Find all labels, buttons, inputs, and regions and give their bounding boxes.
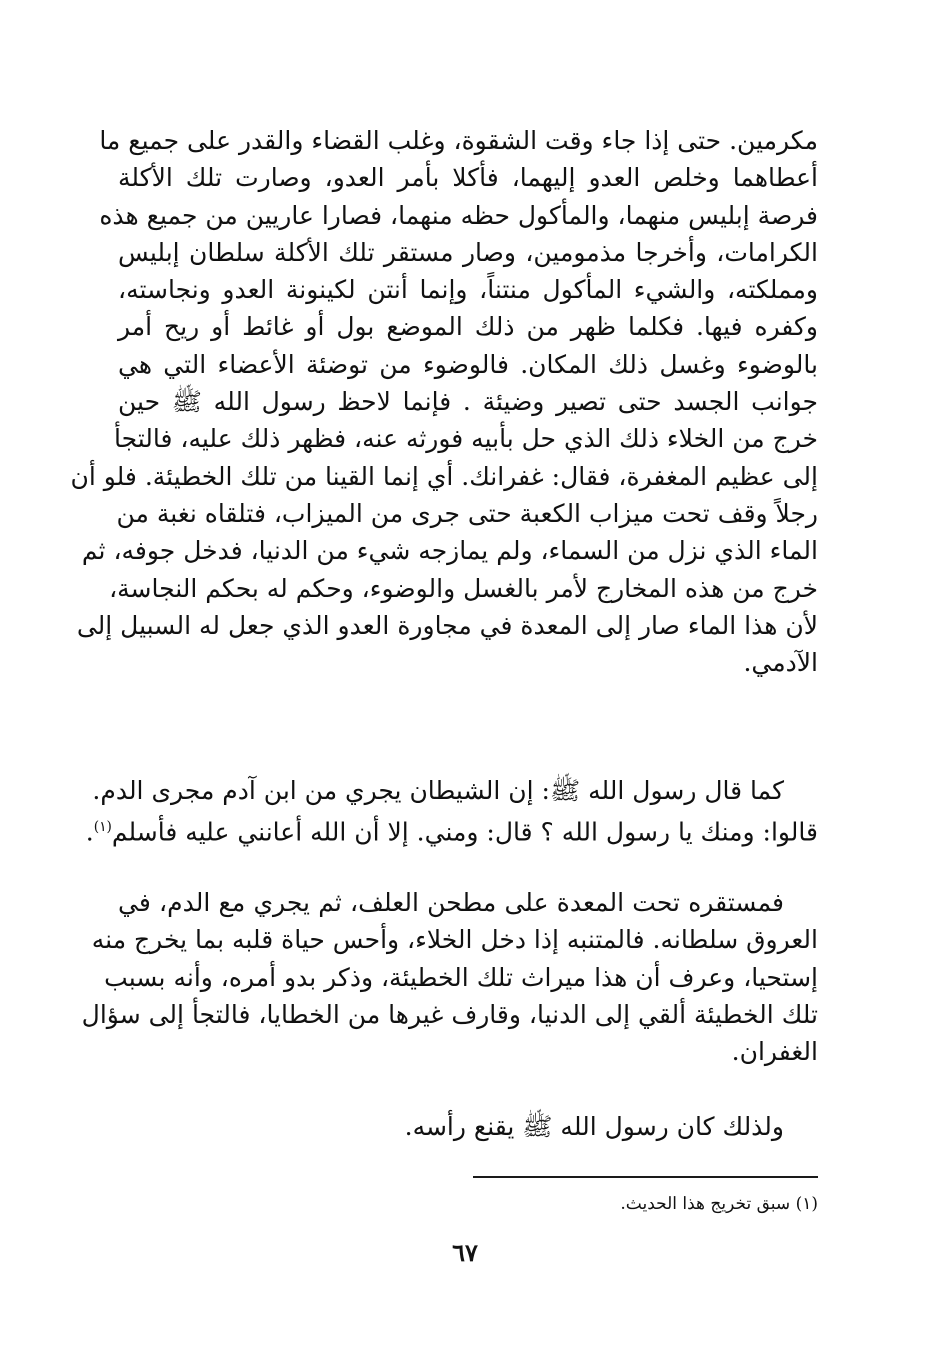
text-line: أعطاهما وخلص العدو إليهما، فأكلا بأمر العدو، وصارت تلك الأكلة <box>118 163 818 193</box>
text-line: العروق سلطانه. فالمتنبه إذا دخل الخلاء، وأحس حياة قلبه بما يخرج منه <box>91 925 818 955</box>
text-line: خرج من الخلاء ذلك الذي حل بأبيه فورثه عنه، فظهر ذلك عليه، فالتجأ <box>113 424 818 454</box>
sentence-end: . <box>85 817 94 847</box>
text-line: الماء الذي نزل من السماء، ولم يمازجه شيء من الدنيا، فدخل جوفه، ثم <box>81 536 818 566</box>
text-line: إستحيا، وعرف أن هذا ميراث تلك الخطيئة، وذكر بدو أمره، وأنه بسبب <box>104 962 818 992</box>
text-line: جوانب الجسد حتى تصير وضيئة . فإنما لاحظ رسول الله ﷺ حين <box>118 387 818 417</box>
paragraph-3 <box>81 884 818 1070</box>
text-line: الآدمي. <box>743 648 818 678</box>
text-line: فرصة إبليس منهما، والمأكول حظه منهما، فصارا عاريين من جميع هذه <box>99 200 818 230</box>
text-line: وكفره فيها. فكلما ظهر من ذلك الموضع بول أو غائط أو ريح أمر <box>118 312 818 342</box>
text-line: الغفران. <box>731 1037 818 1067</box>
footnote: (١) سبق تخريج هذا الحديث. <box>620 1194 818 1214</box>
text-line: ولذلك كان رسول الله ﷺ يقنع رأسه. <box>404 1112 784 1141</box>
text-line: ومملكته، والشيء المأكول منتناً، وإنما أنتن لكينونة العدو ونجاسته، <box>118 275 818 305</box>
text-line: رجلاً وقف تحت ميزاب الكعبة حتى جرى من الميزاب، فتلقاه نغبة من <box>116 498 818 528</box>
paragraph-2 <box>85 772 818 851</box>
page-number: ٦٧ <box>452 1238 478 1267</box>
text-line: إلى عظيم المغفرة، فقال: غفرانك. أي إنما القينا من تلك الخطيئة. فلو أن <box>70 461 818 491</box>
footnote-divider <box>473 1176 818 1178</box>
text-line-content: قالوا: ومنك يا رسول الله ؟ قال: ومني. إلا أن الله أعانني عليه فأسلم <box>111 817 818 847</box>
text-line <box>85 809 818 851</box>
paragraph-1 <box>70 122 818 681</box>
paragraph-4 <box>118 1108 818 1145</box>
text-line: كما قال رسول الله ﷺ: إن الشيطان يجري من ابن آدم مجرى الدم. <box>92 776 784 805</box>
footnote-marker: (١) <box>93 819 112 836</box>
text-line: فمستقره تحت المعدة على مطحن العلف، ثم يجري مع الدم، في <box>118 888 784 917</box>
text-line: مكرمين. حتى إذا جاء وقت الشقوة، وغلب القضاء والقدر على جميع ما <box>99 126 818 155</box>
text-line: تلك الخطيئة ألقي إلى الدنيا، وقارف غيرها من الخطايا، فالتجأ إلى سؤال <box>81 999 818 1029</box>
text-line: بالوضوء وغسل ذلك المكان. فالوضوء من توضئة الأعضاء التي هي <box>118 349 818 379</box>
text-line: لأن هذا الماء صار إلى المعدة في مجاورة العدو الذي جعل له السبيل إلى <box>76 610 818 640</box>
text-line: خرج من هذه المخارج لأمر بالغسل والوضوء، وحكم له بحكم النجاسة، <box>109 573 818 603</box>
text-line: الكرامات، وأخرجا مذمومين، وصار مستقر تلك الأكلة سلطان إبليس <box>118 237 818 267</box>
